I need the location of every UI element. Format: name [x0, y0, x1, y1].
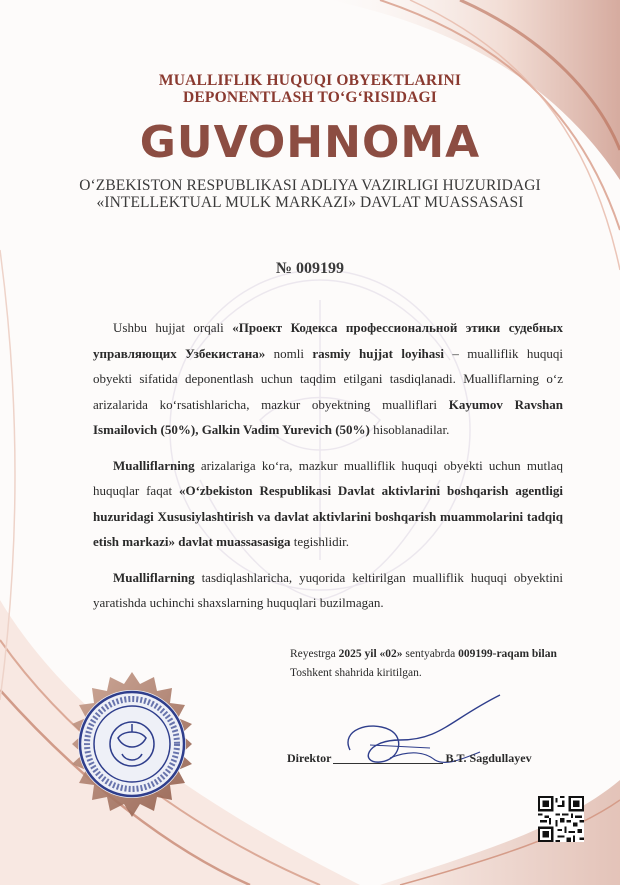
director-signature — [330, 690, 510, 780]
certificate-heading-line1: MUALLIFLIK HUQUQI OBYEKTLARINI — [158, 72, 462, 89]
rights-owner: «O‘zbekiston Respublikasi Davlat aktivlarini boshqarish agentligi huzuridagi Xususiylashtirish va davlat aktivlarini boshqarish muammolarini tadqiq etish markazi» davlat muassasasiga — [93, 483, 563, 549]
registry-date: 2025 yil «02» — [338, 648, 403, 660]
certificate-number: № 009199 — [275, 260, 345, 277]
authors: Kayumov Ravshan Ismailovich (50%), Galkin Vadim Yurevich (50%) — [93, 396, 564, 437]
qr-code — [538, 796, 584, 842]
signatory-name: B.T. Sagdullayev — [445, 751, 532, 765]
paragraph-3 — [93, 565, 563, 616]
signature-line — [333, 763, 443, 764]
certificate-body — [93, 315, 563, 626]
p1-text-a: Ushbu hujjat orqali — [113, 320, 233, 335]
work-title: «Проект Кодекса профессиональной этики судебных управляющих Узбекистана» — [93, 320, 563, 361]
signature-block — [287, 751, 567, 766]
organization-line2: «INTELLEKTUAL MULK MARKAZI» DAVLAT MUASSASASI — [96, 194, 524, 211]
registry-note — [290, 645, 565, 683]
p1-text-b: nomli — [265, 345, 313, 361]
paragraph-2 — [93, 453, 563, 555]
registry-text-c: Toshkent shahrida kiritilgan. — [290, 667, 422, 679]
p2-text-b: arizalariga ko‘ra, mazkur mualliflik huquqi obyekti uchun mutlaq huquqlar faqat — [93, 457, 563, 498]
p3-authors-word: Mualliflarning — [113, 569, 195, 585]
certificate-heading-line2: DEPONENTLASH TO‘G‘RISIDAGI — [183, 89, 437, 106]
registry-number: 009199-raqam bilan — [458, 648, 557, 660]
p1-text-d: hisoblanadilar. — [369, 422, 450, 437]
p1-text-c: – mualliflik huquqi obyekti sifatida deponentlash uchun taqdim etilgani tasdiqlanadi. Mualliflarning o‘z arizalarida ko‘rsatishlaricha, mazkur obyektning mualliflari — [93, 345, 563, 412]
registry-text-b: sentyabrda — [402, 648, 459, 660]
certificate-title: GUVOHNOMA — [139, 117, 481, 168]
signatory-role: Direktor — [287, 751, 332, 765]
p2-text-c: tegishlidir. — [290, 534, 350, 549]
document-type: rasmiy hujjat loyihasi — [312, 345, 444, 361]
registry-text-a: Reyestrga — [290, 648, 339, 660]
paragraph-1 — [93, 315, 563, 443]
p3-text-b: tasdiqlashlaricha, yuqorida keltirilgan mualliflik huquqi obyektini yaratishda uchinchi shaxslarning huquqlari buzilmagan. — [93, 569, 563, 610]
official-seal — [60, 672, 205, 817]
p2-authors-word: Mualliflarning — [113, 457, 195, 473]
organization-line1: O‘ZBEKISTON RESPUBLIKASI ADLIYA VAZIRLIGI HUZURIDAGI — [79, 177, 541, 194]
